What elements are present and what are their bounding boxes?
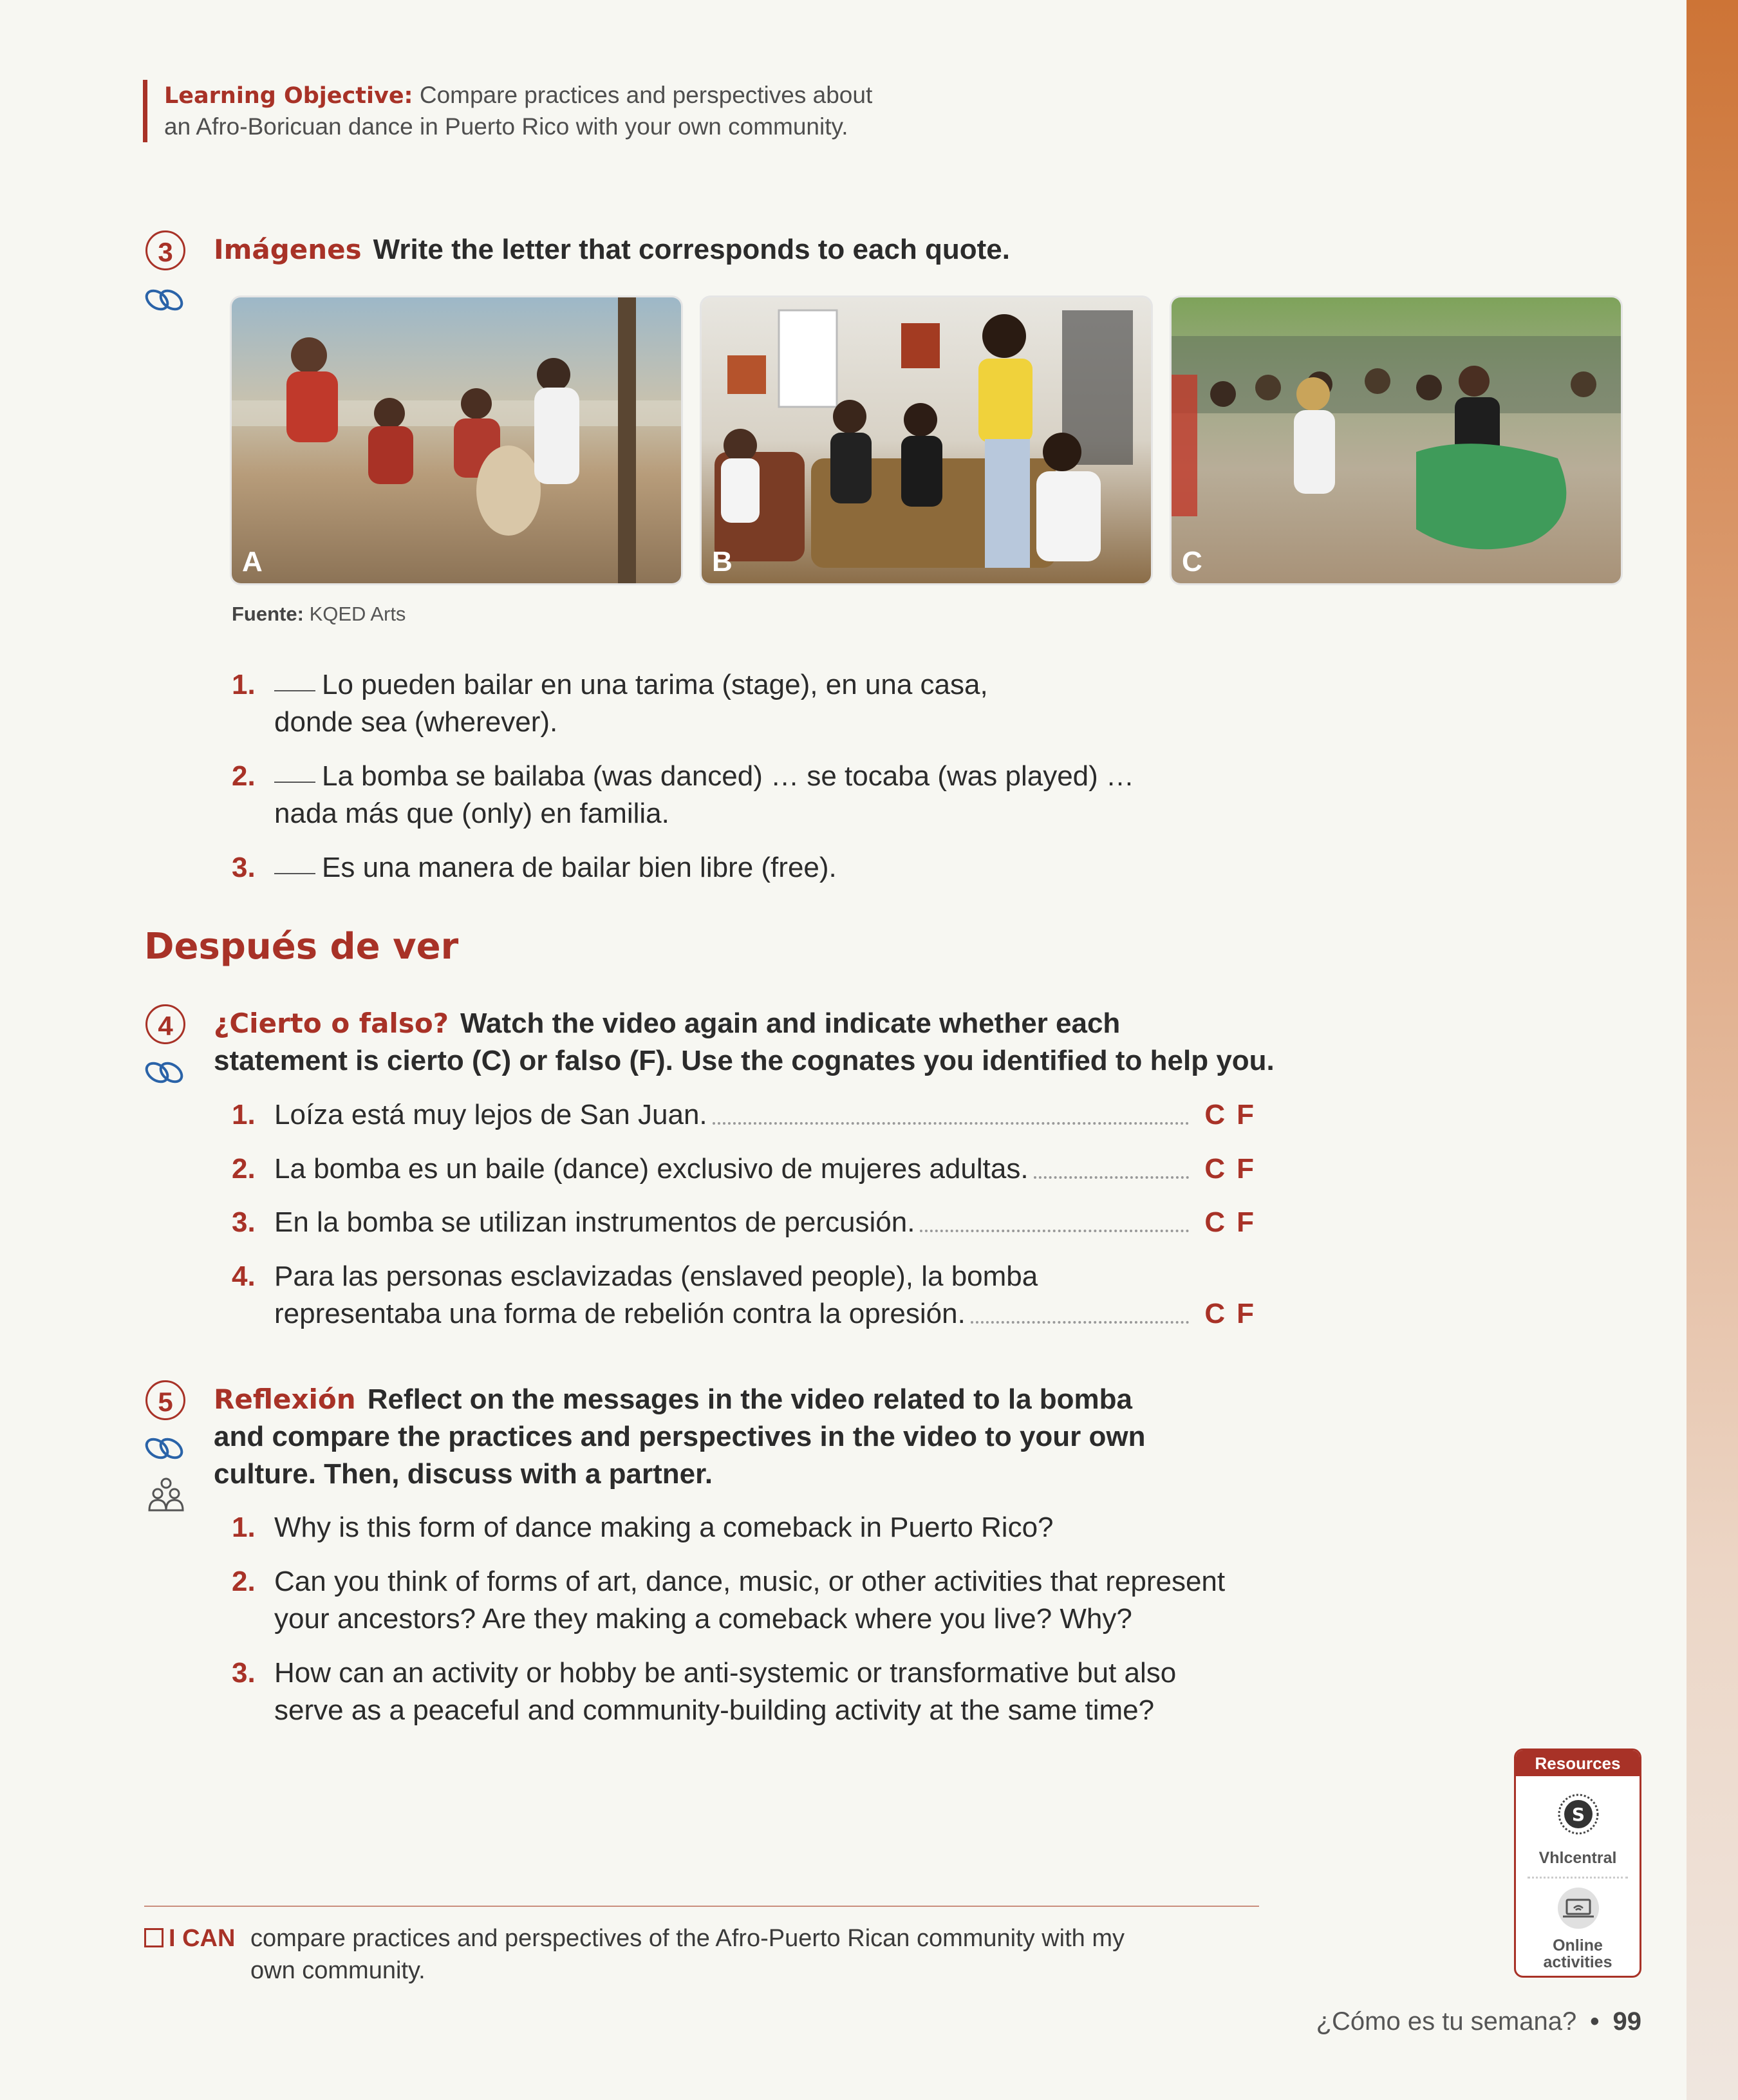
photo-source: [232, 603, 406, 626]
online-label-2: activities: [1543, 1953, 1612, 1971]
activity-5-instruction-2: and compare the practices and perspectives in the video to your own: [214, 1421, 1146, 1452]
online-laptop-icon[interactable]: [1554, 1887, 1603, 1929]
answer-blank[interactable]: [274, 690, 315, 691]
statement-text: En la bomba se utilizan instrumentos de percusión.: [274, 1206, 915, 1238]
dot-leader: [1034, 1176, 1190, 1179]
statement-text-line-2: representaba una forma de rebelión contra la opresión.: [274, 1298, 966, 1329]
answer-blank[interactable]: [274, 782, 315, 783]
item-text-line-1: La bomba se bailaba (was danced) … se tocaba (was played) …: [322, 760, 1135, 792]
resources-panel: [1514, 1748, 1641, 1978]
online-activities-link[interactable]: [1516, 1937, 1640, 1971]
item-text-line-1: Es una manera de bailar bien libre (free).: [322, 852, 837, 883]
pair-work-icon: [147, 1477, 185, 1513]
page-number: 99: [1612, 2007, 1641, 2036]
question-text-line-1: Can you think of forms of art, dance, music, or other activities that represent: [274, 1566, 1226, 1597]
option-falso[interactable]: F: [1237, 1206, 1255, 1238]
activity-4-instruction-1: Watch the video again and indicate whether each: [460, 1008, 1121, 1039]
activity-3-number: 3: [145, 230, 185, 270]
item-number: 3.: [232, 1657, 256, 1689]
ican-text-line-1: compare practices and perspectives of the Afro-Puerto Rican community with my: [250, 1925, 1125, 1952]
item-number: 2.: [232, 760, 256, 792]
objective-text-2: an Afro-Boricuan dance in Puerto Rico with your own community.: [164, 113, 848, 140]
reflection-question-3: [232, 1655, 1177, 1729]
activity-3-item-2: [232, 758, 1135, 832]
photo-c-street-dance: [1172, 297, 1621, 583]
video-link-icon: [143, 1057, 187, 1088]
item-number: 4.: [232, 1261, 256, 1292]
question-text-line-2: your ancestors? Are they making a comeback where you live? Why?: [274, 1603, 1132, 1635]
ican-checkbox[interactable]: [144, 1928, 164, 1947]
video-link-icon: [143, 285, 187, 315]
item-text-line-1: Lo pueden bailar en una tarima (stage), en una casa,: [322, 669, 988, 700]
answer-blank[interactable]: [274, 873, 315, 874]
cierto-falso-row-1: [232, 1096, 1255, 1134]
chapter-title: ¿Cómo es tu semana?: [1316, 2007, 1577, 2036]
photo-b-label: B: [712, 546, 733, 577]
cierto-falso-row-3: [232, 1204, 1255, 1241]
online-label-1: Online: [1553, 1936, 1603, 1955]
photo-b-living-room: [702, 297, 1151, 583]
video-link-icon: [143, 1433, 187, 1464]
dot-leader: [971, 1321, 1190, 1324]
item-number: 3.: [232, 852, 256, 883]
footer-bullet: •: [1590, 2007, 1600, 2036]
resources-divider: [1528, 1877, 1628, 1879]
ican-divider: [144, 1906, 1259, 1907]
question-text-line-1: How can an activity or hobby be anti-systemic or transformative but also: [274, 1657, 1177, 1689]
objective-label: Learning Objective:: [164, 83, 413, 109]
ican-text-line-2: own community.: [250, 1957, 425, 1984]
cierto-falso-row-4: [274, 1295, 1255, 1333]
activity-4-keyword: ¿Cierto o falso?: [214, 1008, 449, 1039]
item-number: 1.: [232, 1099, 256, 1130]
option-falso[interactable]: F: [1237, 1099, 1255, 1130]
activity-3-keyword: Imágenes: [214, 234, 362, 265]
resources-header: Resources: [1516, 1750, 1640, 1776]
option-falso[interactable]: F: [1237, 1153, 1255, 1185]
activity-4-heading: [214, 1005, 1275, 1080]
activity-3-instruction: Write the letter that corresponds to each quote.: [373, 234, 1011, 265]
vhlcentral-link[interactable]: Vhlcentral: [1538, 1849, 1617, 1867]
supersite-icon[interactable]: [1557, 1793, 1600, 1835]
cierto-falso-row-2: [232, 1150, 1255, 1188]
cierto-falso-row-4-line-1: [232, 1258, 1038, 1295]
photo-c-label: C: [1182, 546, 1202, 577]
option-falso[interactable]: F: [1237, 1298, 1255, 1329]
learning-objective: [143, 80, 872, 142]
reflection-question-2: [232, 1563, 1226, 1638]
svg-text:S: S: [1571, 1804, 1585, 1825]
activity-5-keyword: Reflexión: [214, 1383, 356, 1415]
side-color-band: [1687, 0, 1738, 2100]
option-cierto[interactable]: C: [1204, 1099, 1227, 1130]
question-text-line-2: serve as a peaceful and community-building activity at the same time?: [274, 1694, 1155, 1726]
activity-3-item-1: [232, 666, 988, 741]
item-number: 1.: [232, 1512, 256, 1543]
statement-text: La bomba es un baile (dance) exclusivo de mujeres adultas.: [274, 1153, 1029, 1185]
item-number: 2.: [232, 1153, 256, 1185]
statement-text-line-1: Para las personas esclavizadas (enslaved people), la bomba: [274, 1261, 1038, 1292]
dot-leader: [713, 1122, 1190, 1125]
option-cierto[interactable]: C: [1204, 1206, 1227, 1238]
section-title: Después de ver: [144, 926, 459, 968]
objective-text-1: Compare practices and perspectives about: [419, 82, 873, 108]
activity-5-instruction-1: Reflect on the messages in the video related to la bomba: [367, 1383, 1132, 1415]
option-cierto[interactable]: C: [1204, 1298, 1227, 1329]
ican-label: I CAN: [169, 1925, 236, 1952]
photo-a-beach-drummers: [232, 297, 681, 583]
activity-4-instruction-2: statement is cierto (C) or falso (F). Use the cognates you identified to help you.: [214, 1045, 1275, 1076]
activity-5-heading: [214, 1381, 1146, 1493]
activity-5-number: 5: [145, 1380, 185, 1420]
page-footer: [1316, 2007, 1641, 2036]
statement-text: Loíza está muy lejos de San Juan.: [274, 1099, 707, 1130]
item-text-line-2: nada más que (only) en familia.: [274, 798, 669, 829]
item-number: 3.: [232, 1206, 256, 1238]
source-label: Fuente:: [232, 603, 304, 625]
reflection-question-1: [232, 1509, 1054, 1546]
option-cierto[interactable]: C: [1204, 1153, 1227, 1185]
activity-3-item-3: [232, 849, 837, 886]
dot-leader: [920, 1230, 1189, 1232]
item-number: 2.: [232, 1566, 256, 1597]
activity-5-instruction-3: culture. Then, discuss with a partner.: [214, 1458, 713, 1490]
photo-a-label: A: [242, 546, 263, 577]
activity-3-heading: [214, 231, 1010, 268]
activity-4-number: 4: [145, 1004, 185, 1044]
item-number: 1.: [232, 669, 256, 700]
item-text-line-2: donde sea (wherever).: [274, 706, 558, 738]
question-text-line-1: Why is this form of dance making a comeback in Puerto Rico?: [274, 1512, 1054, 1543]
ican-statement: [144, 1922, 1125, 1984]
source-value: KQED Arts: [309, 603, 406, 625]
